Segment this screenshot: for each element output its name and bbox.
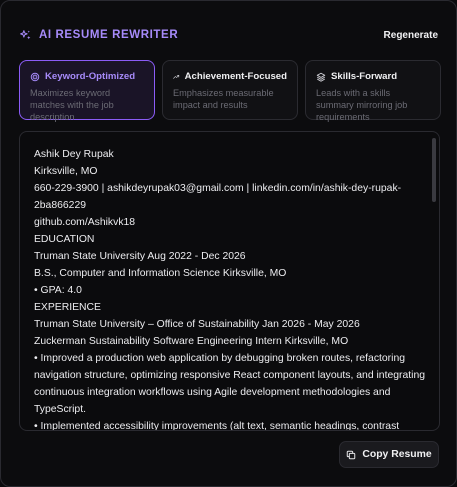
target-icon bbox=[30, 72, 40, 82]
mode-description: Maximizes keyword matches with the job description bbox=[30, 88, 114, 122]
trending-up-icon bbox=[173, 72, 180, 82]
page-title: AI RESUME REWRITER bbox=[39, 29, 179, 41]
mode-card-achievement-focused[interactable] bbox=[162, 60, 298, 120]
mode-description: Leads with a skills summary mirroring job requirements bbox=[316, 88, 408, 122]
resume-line: Zuckerman Sustainability Software Engineering Intern Kirksville, MO bbox=[34, 336, 349, 347]
regenerate-button[interactable]: Regenerate bbox=[383, 29, 438, 41]
mode-selector bbox=[19, 60, 441, 120]
resume-line-github: github.com/Ashikvk18 bbox=[34, 217, 136, 228]
resume-line: Truman State University Aug 2022 - Dec 2026 bbox=[34, 251, 246, 262]
mode-title: Achievement-Focused bbox=[184, 71, 287, 82]
resume-section-experience: EXPERIENCE bbox=[34, 302, 101, 313]
header bbox=[19, 27, 438, 43]
mode-card-skills-forward[interactable] bbox=[305, 60, 441, 120]
resume-line: Truman State University – Office of Sustainability Jan 2026 - May 2026 bbox=[34, 319, 360, 330]
resume-section-education: EDUCATION bbox=[34, 234, 95, 245]
copy-resume-button[interactable] bbox=[339, 441, 439, 468]
resume-line-contact: 660-229-3900 | ashikdeyrupak03@gmail.com | linkedin.com/in/ashik-dey-rupak-2ba866229 bbox=[34, 183, 402, 211]
layers-icon bbox=[316, 72, 326, 82]
resume-line-name: Ashik Dey Rupak bbox=[34, 149, 114, 160]
resume-text-area[interactable] bbox=[19, 131, 440, 431]
copy-resume-label: Copy Resume bbox=[362, 449, 432, 460]
mode-card-keyword-optimized[interactable] bbox=[19, 60, 155, 120]
scrollbar-thumb[interactable] bbox=[432, 138, 436, 202]
sparkles-icon bbox=[19, 29, 32, 42]
resume-line: B.S., Computer and Information Science Kirksville, MO bbox=[34, 268, 287, 279]
mode-title: Keyword-Optimized bbox=[45, 71, 136, 82]
resume-line-location: Kirksville, MO bbox=[34, 166, 98, 177]
resume-line: • Improved a production web application by debugging broken routes, refactoring navigation structure, optimizing responsive React component layouts, and integrating continuous integration workflows using Agile development methodologies and TypeScript. bbox=[34, 353, 426, 415]
copy-icon bbox=[346, 450, 356, 460]
header-title-group bbox=[19, 29, 178, 42]
resume-content bbox=[34, 146, 430, 431]
mode-title: Skills-Forward bbox=[331, 71, 398, 82]
resume-line: • Implemented accessibility improvements (alt text, semantic headings, contrast bbox=[34, 421, 400, 431]
mode-description: Emphasizes measurable impact and results bbox=[173, 88, 274, 110]
resume-line: • GPA: 4.0 bbox=[34, 285, 82, 296]
